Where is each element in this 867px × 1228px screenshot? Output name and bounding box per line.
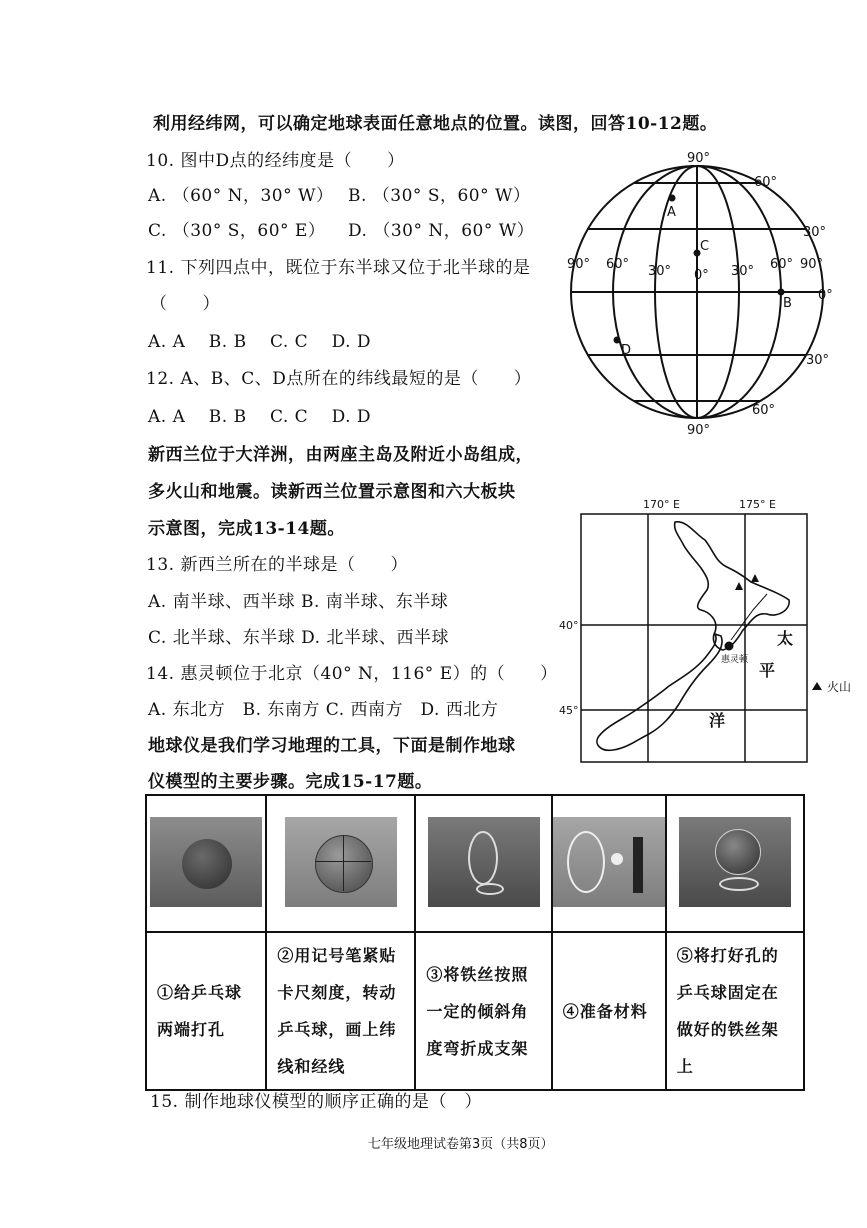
step-photo-cell-4: [552, 795, 666, 932]
globe-point-d-label: D: [621, 343, 632, 358]
globe-lon-60-left: 60°: [606, 257, 630, 272]
q12-options: A. A B. B C. C D. D: [148, 407, 372, 427]
globe-lon-90-right: 90°: [800, 257, 824, 272]
question-12-stem: 12. A、B、C、D点所在的纬线最短的是（ ）: [146, 369, 532, 389]
question-11-stem: 11. 下列四点中，既位于东半球又位于北半球的是: [146, 258, 531, 278]
globe-lat-60s: 60°: [752, 403, 776, 418]
step-text-2: ②用记号笔紧贴卡尺刻度，转动乒乓球，画上纬线和经线: [266, 932, 415, 1090]
map-ocean-char-3: 洋: [709, 711, 726, 730]
q13-options-ab: A. 南半球、西半球 B. 南半球、东半球: [148, 592, 449, 612]
q13-options-cd: C. 北半球、东半球 D. 北半球、西半球: [148, 628, 449, 648]
map-lon-170: 170° E: [643, 498, 680, 511]
south-island-outline: [597, 634, 722, 750]
map-lat-45: 45°: [559, 704, 579, 717]
legend-volcano-label: 火山: [827, 680, 852, 694]
step-text-5: ⑤将打好孔的乒乓球固定在做好的铁丝架上: [666, 932, 804, 1090]
globe-lat-30n: 30°: [803, 225, 827, 240]
point-d: [614, 337, 621, 344]
intro-13-14-line3: 示意图，完成13-14题。: [148, 519, 345, 539]
globe-point-b-label: B: [783, 296, 792, 311]
map-city-wellington: 惠灵顿: [721, 655, 749, 665]
step-photo-cell-5: [666, 795, 804, 932]
globe-point-a-label: A: [667, 205, 676, 220]
point-a: [669, 195, 676, 202]
q10-option-c: C. （30° S，60° E）: [148, 221, 326, 241]
globe-making-steps-table: [145, 794, 805, 1091]
globe-lat-30s: 30°: [806, 353, 830, 368]
map-lon-175: 175° E: [739, 498, 776, 511]
globe-graticule-figure: [560, 150, 833, 438]
globe-lon-60-right: 60°: [770, 257, 794, 272]
globe-label-top: 90°: [687, 151, 711, 166]
step-photo-cell-3: [415, 795, 551, 932]
map-ocean-char-2: 平: [759, 661, 776, 680]
intro-13-14-line1: 新西兰位于大洋洲，由两座主岛及附近小岛组成，: [148, 445, 533, 465]
step-photo-materials: [553, 817, 665, 907]
globe-lat-0: 0°: [818, 288, 833, 303]
new-zealand-map: [555, 490, 855, 770]
q14-options: A. 东北方 B. 东南方 C. 西南方 D. 西北方: [148, 700, 499, 720]
question-15-stem: 15. 制作地球仪模型的顺序正确的是（ ）: [150, 1092, 482, 1112]
intro-15-17-line1: 地球仪是我们学习地理的工具，下面是制作地球: [148, 736, 516, 756]
step-photo-wire-stand: [428, 817, 540, 907]
page-footer: 七年级地理试卷第3页（共8页）: [368, 1137, 554, 1152]
q10-option-d: D. （30° N，60° W）: [348, 221, 535, 241]
map-lat-40: 40°: [559, 619, 579, 632]
step-photo-pingpong-lines: [285, 817, 397, 907]
question-10-stem: 10. 图中D点的经纬度是（ ）: [146, 151, 405, 171]
globe-label-bottom: 90°: [687, 423, 711, 438]
question-14-stem: 14. 惠灵顿位于北京（40° N，116° E）的（ ）: [146, 664, 558, 684]
map-ocean-char-1: 太: [777, 629, 794, 648]
globe-lon-90-left: 90°: [567, 257, 591, 272]
intro-13-14-line2: 多火山和地震。读新西兰位置示意图和六大板块: [148, 482, 516, 502]
step-text-4: ④准备材料: [552, 932, 666, 1090]
intro-10-12: 利用经纬网，可以确定地球表面任意地点的位置。读图，回答10-12题。: [153, 114, 718, 134]
intro-15-17-line2: 仪模型的主要步骤。完成15-17题。: [148, 772, 433, 792]
globe-lon-0: 0°: [694, 268, 709, 283]
step-text-3: ③将铁丝按照一定的倾斜角度弯折成支架: [415, 932, 551, 1090]
wellington-marker: [725, 642, 734, 651]
question-11-paren: （ ）: [150, 294, 220, 314]
step-photo-cell-1: [146, 795, 266, 932]
globe-lon-30-right: 30°: [731, 264, 755, 279]
globe-lon-30-left: 30°: [648, 264, 672, 279]
legend-volcano-icon: [812, 682, 822, 690]
q10-option-a: A. （60° N，30° W）: [148, 186, 334, 206]
step-photo-cell-2: [266, 795, 415, 932]
step-photo-pingpong-drilled: [150, 817, 262, 907]
step-photo-finished-globe: [679, 817, 791, 907]
point-b: [778, 289, 785, 296]
globe-point-c-label: C: [700, 239, 710, 254]
q11-options: A. A B. B C. C D. D: [148, 332, 372, 352]
q10-option-b: B. （30° S，60° W）: [348, 186, 531, 206]
question-13-stem: 13. 新西兰所在的半球是（ ）: [146, 555, 408, 575]
step-text-1: ①给乒乓球两端打孔: [146, 932, 266, 1090]
north-island-outline: [675, 522, 790, 650]
globe-lat-60n: 60°: [754, 175, 778, 190]
